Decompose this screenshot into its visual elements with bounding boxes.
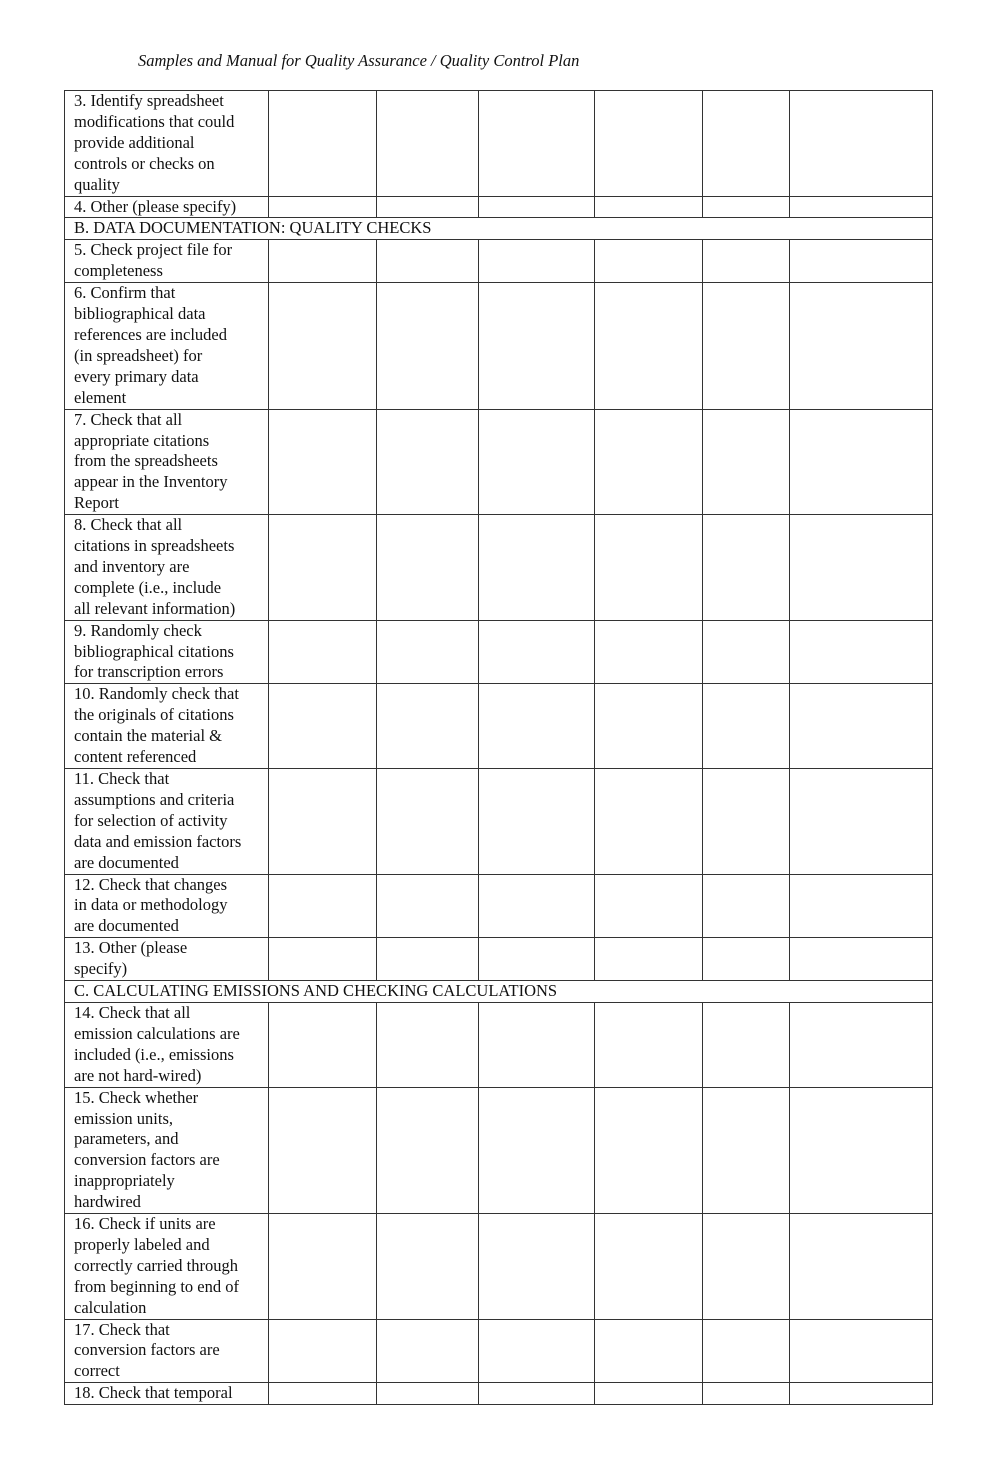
blank-response-cell: [377, 409, 479, 515]
blank-response-cell: [703, 1087, 790, 1213]
checklist-item-line: correctly carried through: [74, 1255, 239, 1275]
blank-response-cell: [377, 1383, 479, 1405]
checklist-item-text: [65, 409, 269, 515]
checklist-item-line: element: [74, 387, 127, 407]
blank-response-cell: [595, 874, 703, 938]
blank-response-cell: [479, 620, 595, 684]
blank-response-cell: [269, 874, 377, 938]
checklist-item-line: appear in the Inventory: [74, 472, 228, 492]
checklist-item-text: [65, 1383, 269, 1405]
checklist-item-line: all relevant information): [74, 598, 236, 618]
checklist-item-line: 16. Check if units are: [74, 1214, 216, 1234]
blank-response-cell: [269, 620, 377, 684]
checklist-item-line: included (i.e., emissions: [74, 1044, 234, 1064]
checklist-item-line: are documented: [74, 852, 179, 872]
blank-response-cell: [595, 1002, 703, 1087]
checklist-item-line: contain the material &: [74, 726, 222, 746]
blank-response-cell: [703, 91, 790, 197]
blank-response-cell: [269, 91, 377, 197]
blank-response-cell: [269, 240, 377, 283]
blank-response-cell: [377, 515, 479, 621]
checklist-item-line: the originals of citations: [74, 705, 234, 725]
checklist-row: [65, 91, 933, 197]
qa-qc-checklist-table: [64, 90, 933, 1405]
checklist-row: [65, 620, 933, 684]
page-header: Samples and Manual for Quality Assurance / Quality Control Plan: [138, 51, 580, 70]
checklist-item-text: [65, 874, 269, 938]
checklist-item-line: for selection of activity: [74, 810, 228, 830]
blank-response-cell: [703, 874, 790, 938]
checklist-item-line: inappropriately: [74, 1171, 175, 1191]
section-title: C. CALCULATING EMISSIONS AND CHECKING CALCULATIONS: [65, 981, 933, 1003]
blank-response-cell: [269, 1002, 377, 1087]
blank-response-cell: [595, 620, 703, 684]
blank-response-cell: [377, 1214, 479, 1320]
checklist-row: [65, 196, 933, 218]
checklist-row: [65, 684, 933, 769]
checklist-item-line: are not hard-wired): [74, 1065, 202, 1085]
checklist-item-line: 14. Check that all: [74, 1002, 191, 1022]
blank-response-cell: [479, 91, 595, 197]
checklist-item-line: 6. Confirm that: [74, 283, 176, 303]
blank-response-cell: [703, 620, 790, 684]
checklist-item-line: from beginning to end of: [74, 1276, 239, 1296]
checklist-item-line: data and emission factors: [74, 831, 242, 851]
checklist-item-line: conversion factors are: [74, 1340, 220, 1360]
checklist-item-line: for transcription errors: [74, 662, 224, 682]
checklist-row: [65, 1319, 933, 1383]
blank-response-cell: [269, 684, 377, 769]
blank-response-cell: [703, 1214, 790, 1320]
blank-response-cell: [595, 684, 703, 769]
blank-response-cell: [595, 91, 703, 197]
checklist-item-line: are documented: [74, 916, 179, 936]
blank-response-cell: [479, 938, 595, 981]
blank-response-cell: [790, 1214, 933, 1320]
blank-response-cell: [377, 1002, 479, 1087]
blank-response-cell: [479, 196, 595, 218]
checklist-item-line: controls or checks on: [74, 153, 215, 173]
checklist-item-line: provide additional: [74, 132, 195, 152]
checklist-item-line: references are included: [74, 324, 227, 344]
checklist-item-line: 4. Other (please specify): [74, 196, 237, 216]
blank-response-cell: [269, 938, 377, 981]
blank-response-cell: [790, 196, 933, 218]
blank-response-cell: [479, 874, 595, 938]
blank-response-cell: [703, 515, 790, 621]
blank-response-cell: [703, 196, 790, 218]
checklist-item-line: properly labeled and: [74, 1234, 210, 1254]
blank-response-cell: [790, 684, 933, 769]
checklist-item-line: parameters, and: [74, 1129, 179, 1149]
checklist-row: [65, 769, 933, 875]
checklist-item-text: [65, 240, 269, 283]
blank-response-cell: [790, 240, 933, 283]
blank-response-cell: [479, 1002, 595, 1087]
checklist-item-line: conversion factors are: [74, 1150, 220, 1170]
checklist-item-line: completeness: [74, 261, 163, 281]
blank-response-cell: [790, 1319, 933, 1383]
blank-response-cell: [269, 1319, 377, 1383]
blank-response-cell: [703, 1002, 790, 1087]
section-header-row: [65, 981, 933, 1003]
blank-response-cell: [790, 1087, 933, 1213]
blank-response-cell: [377, 1087, 479, 1213]
blank-response-cell: [377, 283, 479, 409]
blank-response-cell: [479, 684, 595, 769]
blank-response-cell: [377, 240, 479, 283]
blank-response-cell: [479, 283, 595, 409]
blank-response-cell: [703, 409, 790, 515]
blank-response-cell: [377, 874, 479, 938]
blank-response-cell: [790, 938, 933, 981]
checklist-item-line: 5. Check project file for: [74, 240, 233, 260]
checklist-item-line: quality: [74, 174, 120, 194]
blank-response-cell: [595, 283, 703, 409]
blank-response-cell: [595, 409, 703, 515]
blank-response-cell: [595, 1319, 703, 1383]
blank-response-cell: [595, 938, 703, 981]
checklist-item-text: [65, 769, 269, 875]
blank-response-cell: [595, 196, 703, 218]
checklist-item-line: modifications that could: [74, 111, 235, 131]
blank-response-cell: [790, 515, 933, 621]
blank-response-cell: [703, 938, 790, 981]
blank-response-cell: [269, 769, 377, 875]
checklist-row: [65, 1383, 933, 1405]
checklist-row: [65, 1087, 933, 1213]
section-header-row: [65, 218, 933, 240]
checklist-row: [65, 938, 933, 981]
checklist-item-line: and inventory are: [74, 556, 190, 576]
checklist-item-line: emission units,: [74, 1108, 174, 1128]
checklist-item-text: [65, 684, 269, 769]
checklist-item-line: (in spreadsheet) for: [74, 345, 203, 365]
blank-response-cell: [703, 769, 790, 875]
blank-response-cell: [377, 684, 479, 769]
checklist-item-line: every primary data: [74, 366, 199, 386]
checklist-item-text: [65, 196, 269, 218]
blank-response-cell: [377, 91, 479, 197]
blank-response-cell: [790, 620, 933, 684]
checklist-item-line: in data or methodology: [74, 895, 228, 915]
blank-response-cell: [377, 938, 479, 981]
blank-response-cell: [479, 515, 595, 621]
blank-response-cell: [595, 769, 703, 875]
checklist-row: [65, 283, 933, 409]
checklist-item-line: citations in spreadsheets: [74, 536, 235, 556]
blank-response-cell: [269, 409, 377, 515]
blank-response-cell: [595, 1214, 703, 1320]
blank-response-cell: [790, 1383, 933, 1405]
blank-response-cell: [479, 409, 595, 515]
checklist-row: [65, 1002, 933, 1087]
checklist-item-line: correct: [74, 1361, 120, 1381]
blank-response-cell: [703, 240, 790, 283]
section-title: B. DATA DOCUMENTATION: QUALITY CHECKS: [65, 218, 933, 240]
blank-response-cell: [269, 1214, 377, 1320]
checklist-item-line: 3. Identify spreadsheet: [74, 91, 224, 110]
checklist-item-text: [65, 1002, 269, 1087]
blank-response-cell: [703, 1319, 790, 1383]
checklist-item-line: 15. Check whether: [74, 1087, 199, 1107]
checklist-item-line: complete (i.e., include: [74, 577, 222, 597]
blank-response-cell: [269, 1087, 377, 1213]
checklist-item-line: 12. Check that changes: [74, 874, 228, 894]
blank-response-cell: [479, 1383, 595, 1405]
blank-response-cell: [269, 1383, 377, 1405]
blank-response-cell: [595, 1383, 703, 1405]
blank-response-cell: [269, 283, 377, 409]
checklist-row: [65, 409, 933, 515]
checklist-item-line: specify): [74, 959, 128, 979]
blank-response-cell: [703, 283, 790, 409]
checklist-item-text: [65, 1214, 269, 1320]
checklist-item-line: assumptions and criteria: [74, 789, 235, 809]
checklist-item-line: from the spreadsheets: [74, 451, 218, 471]
checklist-item-line: bibliographical data: [74, 304, 206, 324]
checklist-item-line: emission calculations are: [74, 1023, 240, 1043]
checklist-row: [65, 1214, 933, 1320]
blank-response-cell: [479, 1087, 595, 1213]
checklist-row: [65, 515, 933, 621]
blank-response-cell: [703, 684, 790, 769]
blank-response-cell: [377, 769, 479, 875]
checklist-item-text: [65, 938, 269, 981]
blank-response-cell: [790, 1002, 933, 1087]
checklist-item-line: 13. Other (please: [74, 938, 188, 958]
blank-response-cell: [269, 515, 377, 621]
checklist-item-line: content referenced: [74, 747, 197, 767]
blank-response-cell: [790, 91, 933, 197]
blank-response-cell: [595, 1087, 703, 1213]
blank-response-cell: [377, 196, 479, 218]
blank-response-cell: [790, 769, 933, 875]
checklist-row: [65, 240, 933, 283]
checklist-item-text: [65, 91, 269, 197]
checklist-item-line: 7. Check that all: [74, 409, 183, 429]
checklist-item-line: 8. Check that all: [74, 515, 183, 535]
checklist-item-text: [65, 620, 269, 684]
checklist-row: [65, 874, 933, 938]
blank-response-cell: [595, 515, 703, 621]
checklist-item-line: Report: [74, 493, 119, 513]
checklist-item-text: [65, 283, 269, 409]
checklist-item-line: appropriate citations: [74, 430, 210, 450]
blank-response-cell: [377, 620, 479, 684]
blank-response-cell: [479, 1214, 595, 1320]
blank-response-cell: [790, 283, 933, 409]
blank-response-cell: [479, 1319, 595, 1383]
checklist-item-line: 11. Check that: [74, 769, 170, 788]
blank-response-cell: [595, 240, 703, 283]
blank-response-cell: [269, 196, 377, 218]
checklist-item-line: 17. Check that: [74, 1319, 170, 1339]
checklist-item-line: 10. Randomly check that: [74, 684, 239, 704]
checklist-item-line: 18. Check that temporal: [74, 1383, 233, 1403]
checklist-item-text: [65, 1087, 269, 1213]
checklist-item-line: 9. Randomly check: [74, 620, 202, 640]
checklist-item-text: [65, 515, 269, 621]
blank-response-cell: [703, 1383, 790, 1405]
blank-response-cell: [479, 769, 595, 875]
blank-response-cell: [479, 240, 595, 283]
blank-response-cell: [790, 409, 933, 515]
blank-response-cell: [790, 874, 933, 938]
checklist-item-line: calculation: [74, 1297, 147, 1317]
checklist-item-text: [65, 1319, 269, 1383]
checklist-item-line: bibliographical citations: [74, 641, 234, 661]
checklist-item-line: hardwired: [74, 1192, 141, 1212]
blank-response-cell: [377, 1319, 479, 1383]
